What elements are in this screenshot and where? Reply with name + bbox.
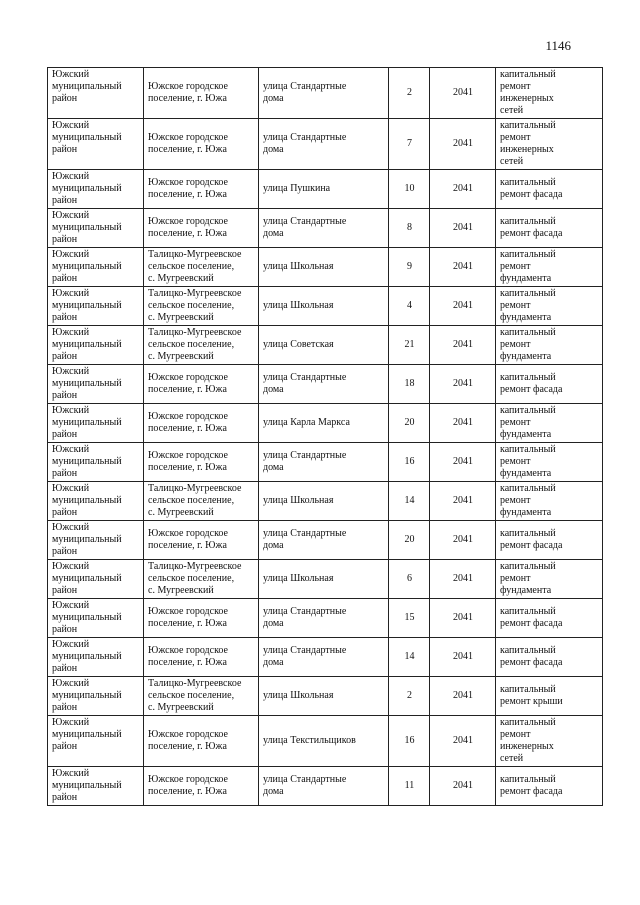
district-cell [48, 638, 144, 677]
house-number-cell-text: 4 [407, 300, 412, 311]
settlement-cell [144, 443, 259, 482]
settlement-cell [144, 287, 259, 326]
year-cell [430, 443, 496, 482]
year-cell-text: 2041 [453, 378, 473, 389]
street-cell [259, 209, 389, 248]
street-cell [259, 170, 389, 209]
street-cell-text: улица Карла Маркса [263, 417, 350, 428]
work-type-cell-text: капитальный ремонт фундамента [500, 444, 556, 479]
work-type-cell [496, 767, 603, 806]
table-row [48, 404, 603, 443]
table-row [48, 365, 603, 404]
settlement-cell [144, 638, 259, 677]
district-cell-text: Южский муниципальный район [52, 249, 122, 284]
year-cell-text: 2041 [453, 780, 473, 791]
table-row [48, 170, 603, 209]
work-type-cell [496, 209, 603, 248]
street-cell-text: улица Стандартные дома [263, 216, 347, 239]
year-cell [430, 560, 496, 599]
district-cell [48, 599, 144, 638]
house-number-cell [389, 209, 430, 248]
table-row [48, 767, 603, 806]
house-number-cell-text: 21 [404, 339, 415, 350]
settlement-cell-text: Южское городское поселение, г. Южа [148, 411, 228, 434]
work-type-cell [496, 119, 603, 170]
district-cell [48, 119, 144, 170]
house-number-cell-text: 14 [404, 651, 415, 662]
district-cell-text: Южский муниципальный район [52, 717, 122, 752]
work-type-cell [496, 68, 603, 119]
year-cell-text: 2041 [453, 417, 473, 428]
district-cell-text: Южский муниципальный район [52, 561, 122, 596]
settlement-cell-text: Южское городское поселение, г. Южа [148, 132, 228, 155]
work-type-cell-text: капитальный ремонт инженерных сетей [500, 69, 556, 116]
district-cell [48, 482, 144, 521]
street-cell-text: улица Школьная [263, 261, 334, 272]
house-number-cell-text: 20 [404, 534, 415, 545]
table-row [48, 638, 603, 677]
settlement-cell [144, 326, 259, 365]
house-number-cell [389, 326, 430, 365]
settlement-cell-text: Южское городское поселение, г. Южа [148, 528, 228, 551]
district-cell-text: Южский муниципальный район [52, 768, 122, 803]
house-number-cell-text: 16 [404, 735, 415, 746]
settlement-cell-text: Талицко-Мугреевское сельское поселение, с. Мугреевский [148, 483, 242, 518]
street-cell [259, 599, 389, 638]
work-type-cell-text: капитальный ремонт фасада [500, 216, 563, 239]
street-cell [259, 638, 389, 677]
work-type-cell [496, 443, 603, 482]
street-cell [259, 560, 389, 599]
work-type-cell [496, 560, 603, 599]
settlement-cell-text: Талицко-Мугреевское сельское поселение, с. Мугреевский [148, 249, 242, 284]
year-cell-text: 2041 [453, 495, 473, 506]
settlement-cell [144, 170, 259, 209]
work-type-cell-text: капитальный ремонт фундамента [500, 405, 556, 440]
table-row [48, 521, 603, 560]
work-type-cell-text: капитальный ремонт фасада [500, 774, 563, 797]
settlement-cell-text: Южское городское поселение, г. Южа [148, 606, 228, 629]
district-cell [48, 767, 144, 806]
street-cell-text: улица Стандартные дома [263, 606, 347, 629]
district-cell [48, 443, 144, 482]
street-cell-text: улица Стандартные дома [263, 528, 347, 551]
work-type-cell-text: капитальный ремонт фасада [500, 645, 563, 668]
district-cell [48, 404, 144, 443]
year-cell [430, 716, 496, 767]
year-cell-text: 2041 [453, 651, 473, 662]
year-cell-text: 2041 [453, 138, 473, 149]
settlement-cell [144, 677, 259, 716]
house-number-cell-text: 9 [407, 261, 412, 272]
year-cell-text: 2041 [453, 222, 473, 233]
year-cell [430, 767, 496, 806]
work-type-cell [496, 521, 603, 560]
year-cell [430, 248, 496, 287]
district-cell [48, 677, 144, 716]
district-cell-text: Южский муниципальный район [52, 327, 122, 362]
work-type-cell-text: капитальный ремонт фасада [500, 177, 563, 200]
house-number-cell-text: 2 [407, 87, 412, 98]
table-row [48, 560, 603, 599]
street-cell-text: улица Стандартные дома [263, 645, 347, 668]
year-cell-text: 2041 [453, 183, 473, 194]
settlement-cell [144, 404, 259, 443]
work-type-cell [496, 599, 603, 638]
house-number-cell [389, 119, 430, 170]
district-cell [48, 326, 144, 365]
table-row [48, 119, 603, 170]
settlement-cell-text: Талицко-Мугреевское сельское поселение, с. Мугреевский [148, 327, 242, 362]
year-cell [430, 326, 496, 365]
year-cell [430, 677, 496, 716]
house-number-cell [389, 365, 430, 404]
year-cell [430, 209, 496, 248]
year-cell [430, 68, 496, 119]
year-cell [430, 287, 496, 326]
settlement-cell [144, 248, 259, 287]
district-cell-text: Южский муниципальный район [52, 171, 122, 206]
street-cell-text: улица Стандартные дома [263, 132, 347, 155]
house-number-cell-text: 7 [407, 138, 412, 149]
district-cell [48, 170, 144, 209]
house-number-cell-text: 15 [404, 612, 415, 623]
settlement-cell-text: Южское городское поселение, г. Южа [148, 729, 228, 752]
district-cell [48, 521, 144, 560]
registry-table [47, 67, 603, 806]
street-cell [259, 287, 389, 326]
year-cell-text: 2041 [453, 339, 473, 350]
year-cell [430, 365, 496, 404]
settlement-cell [144, 482, 259, 521]
house-number-cell [389, 560, 430, 599]
work-type-cell-text: капитальный ремонт крыши [500, 684, 563, 707]
year-cell-text: 2041 [453, 261, 473, 272]
work-type-cell-text: капитальный ремонт фундамента [500, 561, 556, 596]
year-cell [430, 170, 496, 209]
year-cell-text: 2041 [453, 612, 473, 623]
table-row [48, 68, 603, 119]
table-row [48, 599, 603, 638]
street-cell-text: улица Стандартные дома [263, 81, 347, 104]
street-cell-text: улица Советская [263, 339, 334, 350]
registry-table-body [48, 68, 603, 806]
street-cell-text: улица Стандартные дома [263, 774, 347, 797]
district-cell [48, 248, 144, 287]
settlement-cell-text: Южское городское поселение, г. Южа [148, 645, 228, 668]
district-cell [48, 209, 144, 248]
work-type-cell [496, 404, 603, 443]
settlement-cell [144, 716, 259, 767]
table-row [48, 248, 603, 287]
year-cell-text: 2041 [453, 300, 473, 311]
table-row [48, 287, 603, 326]
street-cell-text: улица Пушкина [263, 183, 331, 194]
house-number-cell [389, 599, 430, 638]
house-number-cell [389, 677, 430, 716]
work-type-cell-text: капитальный ремонт фасада [500, 528, 563, 551]
street-cell [259, 326, 389, 365]
street-cell-text: улица Школьная [263, 690, 334, 701]
settlement-cell-text: Южское городское поселение, г. Южа [148, 177, 228, 200]
house-number-cell-text: 18 [404, 378, 415, 389]
street-cell [259, 119, 389, 170]
house-number-cell [389, 68, 430, 119]
settlement-cell [144, 119, 259, 170]
work-type-cell-text: капитальный ремонт фундамента [500, 288, 556, 323]
settlement-cell-text: Южское городское поселение, г. Южа [148, 450, 228, 473]
street-cell [259, 716, 389, 767]
street-cell [259, 767, 389, 806]
settlement-cell [144, 599, 259, 638]
year-cell [430, 638, 496, 677]
street-cell [259, 443, 389, 482]
house-number-cell [389, 638, 430, 677]
house-number-cell [389, 521, 430, 560]
year-cell-text: 2041 [453, 456, 473, 467]
table-row [48, 443, 603, 482]
district-cell-text: Южский муниципальный район [52, 210, 122, 245]
street-cell [259, 521, 389, 560]
table-row [48, 677, 603, 716]
street-cell [259, 248, 389, 287]
district-cell-text: Южский муниципальный район [52, 120, 122, 155]
work-type-cell-text: капитальный ремонт фундамента [500, 483, 556, 518]
year-cell-text: 2041 [453, 690, 473, 701]
street-cell-text: улица Школьная [263, 300, 334, 311]
house-number-cell-text: 10 [404, 183, 415, 194]
work-type-cell [496, 365, 603, 404]
settlement-cell [144, 68, 259, 119]
year-cell [430, 119, 496, 170]
year-cell-text: 2041 [453, 87, 473, 98]
house-number-cell [389, 482, 430, 521]
house-number-cell [389, 248, 430, 287]
year-cell [430, 404, 496, 443]
street-cell [259, 482, 389, 521]
settlement-cell [144, 560, 259, 599]
street-cell [259, 68, 389, 119]
house-number-cell-text: 16 [404, 456, 415, 467]
house-number-cell [389, 443, 430, 482]
settlement-cell-text: Южское городское поселение, г. Южа [148, 372, 228, 395]
street-cell-text: улица Текстильщиков [263, 735, 356, 746]
settlement-cell-text: Талицко-Мугреевское сельское поселение, с. Мугреевский [148, 288, 242, 323]
work-type-cell [496, 248, 603, 287]
year-cell-text: 2041 [453, 735, 473, 746]
year-cell-text: 2041 [453, 573, 473, 584]
street-cell-text: улица Стандартные дома [263, 450, 347, 473]
settlement-cell-text: Талицко-Мугреевское сельское поселение, с. Мугреевский [148, 561, 242, 596]
district-cell-text: Южский муниципальный район [52, 69, 122, 104]
house-number-cell-text: 8 [407, 222, 412, 233]
settlement-cell [144, 365, 259, 404]
settlement-cell [144, 767, 259, 806]
house-number-cell-text: 6 [407, 573, 412, 584]
house-number-cell-text: 20 [404, 417, 415, 428]
work-type-cell-text: капитальный ремонт инженерных сетей [500, 120, 556, 167]
house-number-cell-text: 11 [404, 780, 415, 791]
settlement-cell-text: Южское городское поселение, г. Южа [148, 774, 228, 797]
work-type-cell-text: капитальный ремонт фундамента [500, 327, 556, 362]
district-cell-text: Южский муниципальный район [52, 600, 122, 635]
district-cell [48, 68, 144, 119]
settlement-cell-text: Южское городское поселение, г. Южа [148, 81, 228, 104]
district-cell-text: Южский муниципальный район [52, 483, 122, 518]
street-cell [259, 677, 389, 716]
work-type-cell [496, 287, 603, 326]
district-cell-text: Южский муниципальный район [52, 288, 122, 323]
district-cell [48, 365, 144, 404]
settlement-cell [144, 209, 259, 248]
settlement-cell [144, 521, 259, 560]
table-row [48, 482, 603, 521]
district-cell-text: Южский муниципальный район [52, 678, 122, 713]
work-type-cell-text: капитальный ремонт фундамента [500, 249, 556, 284]
house-number-cell [389, 170, 430, 209]
settlement-cell-text: Южское городское поселение, г. Южа [148, 216, 228, 239]
house-number-cell [389, 767, 430, 806]
year-cell [430, 521, 496, 560]
page-number: 1146 [545, 38, 571, 53]
house-number-cell [389, 716, 430, 767]
street-cell [259, 404, 389, 443]
district-cell [48, 560, 144, 599]
work-type-cell [496, 482, 603, 521]
district-cell-text: Южский муниципальный район [52, 366, 122, 401]
work-type-cell-text: капитальный ремонт фасада [500, 372, 563, 395]
work-type-cell-text: капитальный ремонт фасада [500, 606, 563, 629]
district-cell-text: Южский муниципальный район [52, 639, 122, 674]
street-cell-text: улица Стандартные дома [263, 372, 347, 395]
work-type-cell [496, 677, 603, 716]
street-cell [259, 365, 389, 404]
table-row [48, 209, 603, 248]
settlement-cell-text: Талицко-Мугреевское сельское поселение, с. Мугреевский [148, 678, 242, 713]
year-cell [430, 482, 496, 521]
work-type-cell [496, 170, 603, 209]
house-number-cell-text: 2 [407, 690, 412, 701]
house-number-cell [389, 404, 430, 443]
table-row [48, 326, 603, 365]
district-cell [48, 287, 144, 326]
street-cell-text: улица Школьная [263, 573, 334, 584]
year-cell [430, 599, 496, 638]
work-type-cell-text: капитальный ремонт инженерных сетей [500, 717, 556, 764]
house-number-cell-text: 14 [404, 495, 415, 506]
year-cell-text: 2041 [453, 534, 473, 545]
street-cell-text: улица Школьная [263, 495, 334, 506]
district-cell-text: Южский муниципальный район [52, 522, 122, 557]
district-cell-text: Южский муниципальный район [52, 405, 122, 440]
district-cell-text: Южский муниципальный район [52, 444, 122, 479]
work-type-cell [496, 326, 603, 365]
house-number-cell [389, 287, 430, 326]
work-type-cell [496, 716, 603, 767]
table-row [48, 716, 603, 767]
district-cell [48, 716, 144, 767]
work-type-cell [496, 638, 603, 677]
